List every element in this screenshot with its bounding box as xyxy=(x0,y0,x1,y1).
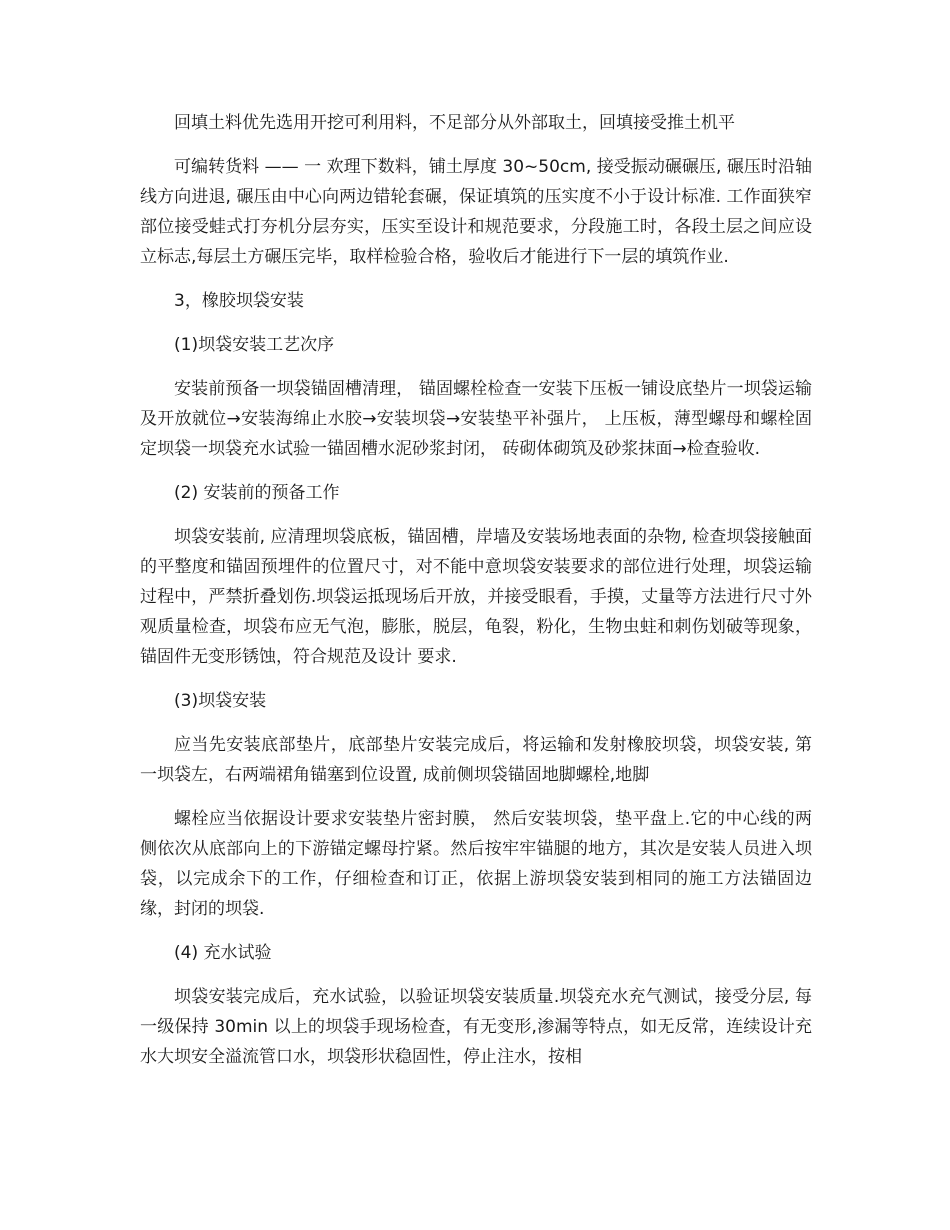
paragraph-backfill-compaction: 可编转货料 —— 一 欢理下数料，铺土厚度 30~50cm, 接受振动碾碾压, 碾压时沿轴线方向进退, 碾压由中心向两边错轮套碾，保证填筑的压实度不小于设计标准. 工作面狭窄部位接受蛙式打夯机分层夯实，压实至设计和规范要求，分段施工时，各段土层之间应设立标志,每层土方碾压完毕，取样检验合格，验收后才能进行下一层的填筑作业. xyxy=(140,157,812,267)
subheading-water-filling-test: (4) 充水试验 xyxy=(174,943,272,963)
paragraph-installation-sequence: 安装前预备一坝袋锚固槽清理， 锚固螺栓检查一安装下压板一铺设底垫片一坝袋运输及开放就位→安装海绵止水胶→安装坝袋→安装垫平补强片， 上压板，薄型螺母和螺栓固定坝袋一坝袋充水试验一锚固槽水泥砂浆封闭， 砖砌体砌筑及砂浆抹面→检查验收. xyxy=(140,379,812,459)
paragraph-preparation-work: 坝袋安装前, 应清理坝袋底板，锚固槽，岸墙及安装场地表面的杂物, 检查坝袋接触面的平整度和锚固预埋件的位置尺寸，对不能中意坝袋安装要求的部位进行处理，坝袋运输过程中，严禁折叠划伤.坝袋运抵现场后开放，并接受眼看，手摸，丈量等方法进行尺寸外观质量检查，坝袋布应无气泡，膨胀，脱层，龟裂，粉化，生物虫蛀和刺伤划破等现象，锚固件无变形锈蚀，符合规范及设计 要求. xyxy=(140,527,812,667)
section-heading-rubber-dam-installation: 3，橡胶坝袋安装 xyxy=(174,291,304,311)
paragraph-bottom-gasket: 应当先安装底部垫片，底部垫片安装完成后，将运输和发射橡胶坝袋，坝袋安装, 第一坝袋左，右两端裙角锚塞到位设置, 成前侧坝袋锚固地脚螺栓,地脚 xyxy=(140,735,812,785)
document-page xyxy=(140,108,812,1086)
paragraph-water-filling-test: 坝袋安装完成后，充水试验，以验证坝袋安装质量.坝袋充水充气测试，接受分层, 每一级保持 30min 以上的坝袋手现场检查，有无变形,渗漏等特点，如无反常，连续设计充水大坝安全溢流管口水，坝袋形状稳固性，停止注水，按相 xyxy=(140,987,812,1067)
paragraph-anchor-bolts: 螺栓应当依据设计要求安装垫片密封膜， 然后安装坝袋，垫平盘上.它的中心线的两侧依次从底部向上的下游锚定螺母拧紧。然后按牢牢锚腿的地方，其次是安装人员进入坝袋，以完成余下的工作，仔细检查和订正，依据上游坝袋安装到相同的施工方法锚固边缘，封闭的坝袋. xyxy=(140,809,812,919)
subheading-installation-sequence: (1)坝袋安装工艺次序 xyxy=(174,335,335,355)
paragraph-backfill-intro: 回填土料优先选用开挖可利用料，不足部分从外部取土，回填接受推土机平 xyxy=(174,113,735,133)
subheading-preparation-work: (2) 安装前的预备工作 xyxy=(174,483,340,503)
subheading-dam-bag-installation: (3)坝袋安装 xyxy=(174,691,267,711)
